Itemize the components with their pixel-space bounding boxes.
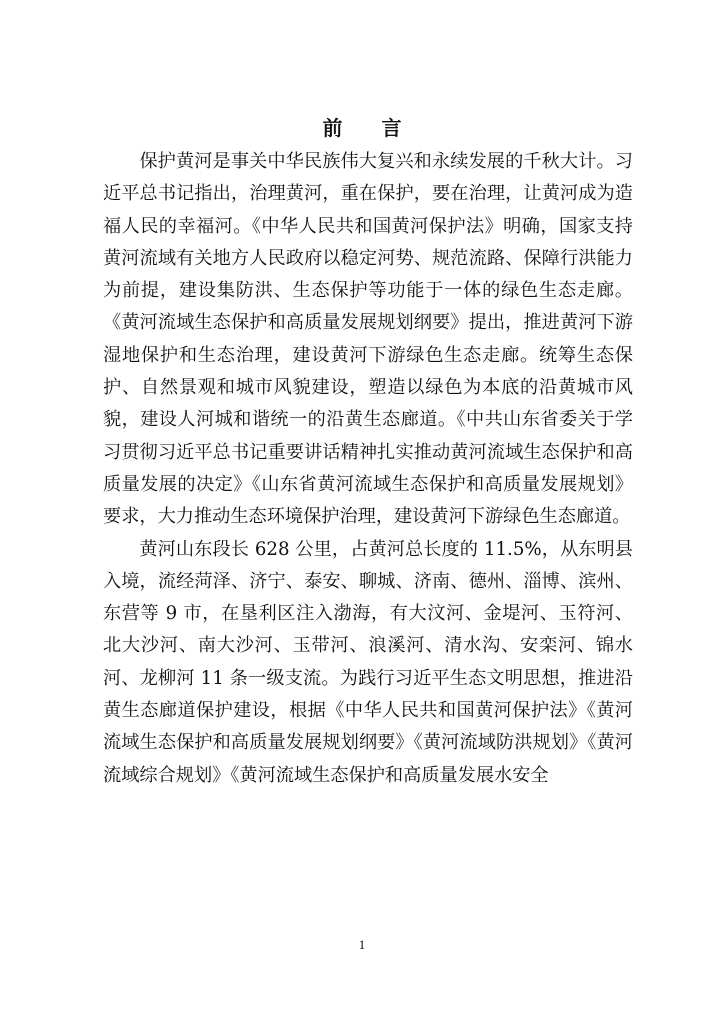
page-title: 前 言 (322, 116, 418, 140)
paragraph-2: 黄河山东段长 628 公里，占黄河总长度的 11.5%，从东明县入境，流经菏泽、济宁、泰安、聊城、济南、德州、淄博、滨州、东营等 9 市，在垦利区注入渤海，有大汶河、金堤河、玉符河、北大沙河、南大沙河、玉带河、浪溪河、清水沟、安栾河、锦水河、龙柳河 11 条一级支流。为践行习近平生态文明思想，推进沿黄生态廊道保护建设，根据《中华人民共和国黄河保护法》《黄河流域生态保护和高质量发展规划纲要》《黄河流域防洪规划》《黄河流域综合规划》《黄河流域生态保护和高质量发展水安全 (103, 538, 633, 786)
paragraph-1: 保护黄河是事关中华民族伟大复兴和永续发展的千秋大计。习近平总书记指出，治理黄河，重在保护，要在治理，让黄河成为造福人民的幸福河。《中华人民共和国黄河保护法》明确，国家支持黄河流域有关地方人民政府以稳定河势、规范流路、保障行洪能力为前提，建设集防洪、生态保护等功能于一体的绿色生态走廊。《黄河流域生态保护和高质量发展规划纲要》提出，推进黄河下游湿地保护和生态治理，建设黄河下游绿色生态走廊。统筹生态保护、自然景观和城市风貌建设，塑造以绿色为本底的沿黄城市风貌，建设人河城和谐统一的沿黄生态廊道。《中共山东省委关于学习贯彻习近平总书记重要讲话精神扎实推动黄河流域生态保护和高质量发展的决定》《山东省黄河流域生态保护和高质量发展规划》要求，大力推动生态环境保护治理，建设黄河下游绿色生态廊道。 (103, 151, 633, 528)
body-text (103, 146, 633, 792)
page-number: 1 (358, 937, 366, 952)
